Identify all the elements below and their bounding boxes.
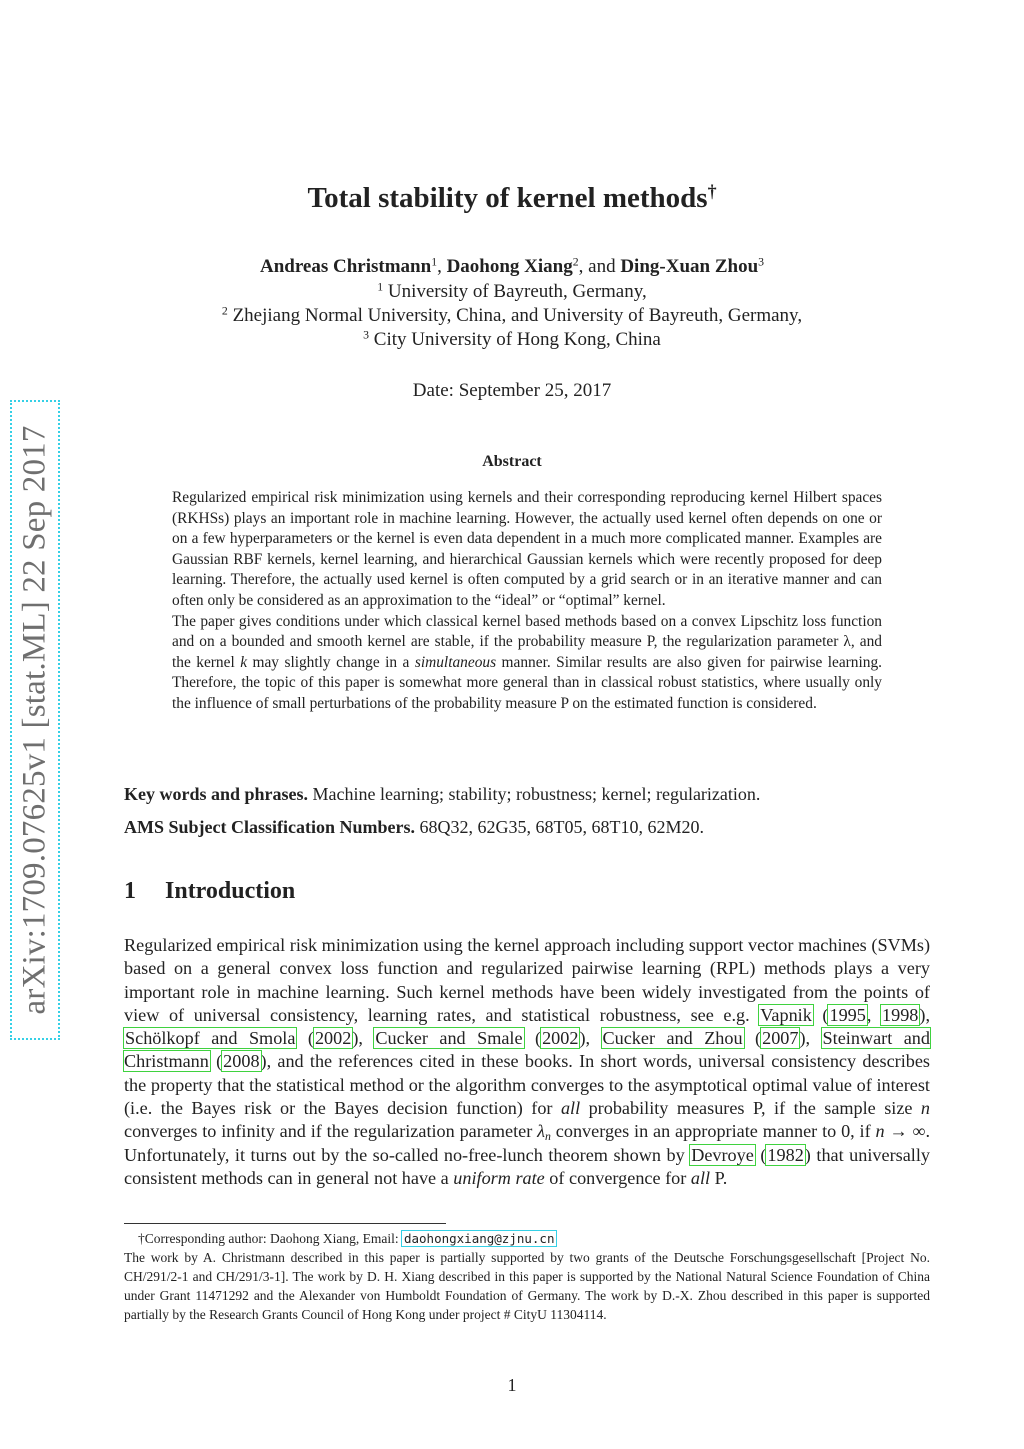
citation-link[interactable]: 2002	[542, 1028, 579, 1049]
citation-link[interactable]: 1995	[829, 1004, 866, 1025]
paper-date: Date: September 25, 2017	[412, 380, 612, 401]
text-run: → ∞. Unfortunately, it turns out by the so-called no-free-lunch theorem shown by	[124, 1121, 930, 1165]
section-title: Introduction	[165, 878, 296, 904]
affiliation	[0, 305, 1024, 327]
footnote-rule	[124, 1223, 446, 1224]
section-number: 1	[124, 878, 136, 904]
abstract-text: The paper gives conditions under which classical kernel based methods based on a convex Lipschitz loss function and on a bounded and smooth kernel are stable, if the probability measure P, the regularization parameter λ, and the kernel	[172, 612, 882, 671]
emph-all: all	[690, 1167, 711, 1188]
text-run: converges in an appropriate manner to 0, if	[550, 1121, 876, 1142]
page-number: 1	[507, 1375, 517, 1395]
author-line	[0, 256, 1024, 278]
citation-link[interactable]: Cucker and Zhou	[602, 1028, 743, 1049]
author-sup: 1	[431, 255, 438, 269]
abstract-body	[172, 488, 882, 715]
math-n: n	[875, 1121, 885, 1142]
affiliation-text: City University of Hong Kong, China	[373, 329, 661, 350]
arxiv-id: arXiv:1709.07625v1 [stat.ML] 22 Sep 2017	[16, 425, 53, 1015]
corresponding-author-note	[124, 1229, 930, 1248]
ams-label: AMS Subject Classification Numbers.	[124, 817, 415, 837]
affiliation-text: University of Bayreuth, Germany,	[387, 281, 647, 302]
text-run: , and the references cited in these books. In short words, universal consistency describes the property that the statistical method or the algorithm converges to the asymptotical optimal value of interest (i.e. the Bayes risk or the Bayes decision function) for	[124, 1051, 930, 1119]
emph-simultaneous: simultaneous	[414, 653, 497, 671]
text-run: probability measures P, if the sample size	[580, 1098, 921, 1119]
section-heading	[124, 878, 295, 905]
footnotes	[124, 1229, 930, 1324]
title-text: Total stability of kernel methods	[307, 182, 708, 214]
author-sep: , and	[578, 256, 621, 277]
citation-link[interactable]: Vapnik	[760, 1004, 812, 1025]
paper-title	[0, 182, 1024, 215]
author-sep: ,	[437, 256, 447, 277]
citation-link[interactable]: 2008	[223, 1051, 260, 1072]
author-sup: 2	[572, 255, 579, 269]
abstract-text: manner. Similar results are also given for pairwise learning. Therefore, the topic of this paper is somewhat more general than in classical robust statistics, where usually only the influence of small perturbations of the probability measure P on the estimated function is considered.	[172, 653, 883, 712]
keywords-text: Machine learning; stability; robustness; kernel; regularization.	[312, 784, 761, 804]
citation-link[interactable]: Schölkopf and Smola	[125, 1028, 296, 1049]
affiliation-sup: 2	[221, 304, 228, 318]
text-run: converges to infinity and if the regularization parameter	[124, 1121, 538, 1142]
affiliation-text: Zhejiang Normal University, China, and University of Bayreuth, Germany,	[232, 305, 803, 326]
keywords-label: Key words and phrases.	[124, 784, 309, 804]
affiliation-sup: 1	[377, 280, 384, 294]
citation-link[interactable]: 1998	[882, 1004, 919, 1025]
ams-text: 68Q32, 62G35, 68T05, 68T10, 62M20.	[419, 817, 704, 837]
text-run: that universally consistent methods can in general not have a	[124, 1144, 930, 1188]
abstract-heading: Abstract	[482, 453, 542, 470]
keywords	[124, 784, 914, 805]
email-link[interactable]: daohongxiang@zjnu.cn	[403, 1231, 555, 1246]
math-n-sub: n	[545, 1129, 551, 1144]
arxiv-stamp[interactable]	[10, 400, 60, 1040]
intro-text: Regularized empirical risk minimization using the kernel approach including support vector machines (SVMs) based on a general convex loss function and regularized pairwise learning (RPL) methods plays a very important role in machine learning. Such kernel methods have been widely investigated from the points of view of universal consistency, learning rates, and statistical robustness, see e.g. Vapnik (1995, 1998), Schölkopf and Smola (2002), Cucker and Smale (2002), Cucker and Zhou (2007), Steinwart and Christmann (2008), and the references cited in these books. In short words, universal consistency describes the property that the statistical method or the algorithm converges to the asymptotical optimal value of interest (i.e. the Bayes risk or the Bayes decision function) for all probability measures P, if the sample size n converges to infinity and if the regularization parameter $\lambda_n$ converges in an appropriate manner to 0, if n → ∞. Unfortunately, it turns out by the so-called no-free-lunch theorem shown by Devroye (1982) that universally consistent methods can in general not have a uniform rate of convergence for all P.	[124, 935, 931, 1188]
citation-link[interactable]: 2002	[314, 1028, 352, 1049]
intro-paragraph	[124, 934, 930, 1190]
ams-classification	[124, 817, 914, 838]
author-name: Daohong Xiang	[446, 256, 573, 277]
text-run: of convergence for	[544, 1167, 691, 1188]
citation-link[interactable]: Cucker and Smale	[375, 1028, 523, 1049]
footnote-dagger: †	[138, 1231, 145, 1246]
footnote-text: Corresponding author: Daohong Xiang, Email:	[144, 1231, 402, 1246]
math-lambda: λ	[537, 1121, 546, 1142]
emph-all: all	[560, 1098, 581, 1119]
author-sup: 3	[758, 255, 765, 269]
funding-note: The work by A. Christmann described in this paper is partially supported by two grants of the Deutsche Forschungsgesellschaft [Project No. CH/291/2-1 and CH/291/3-1]. The work by D. H. Xiang described in this paper is supported by the National Natural Science Foundation of China under Grant 11471292 and the Alexander von Humboldt Foundation of Germany. The work by D.-X. Zhou described in this paper is supported partially by the Research Grants Council of Hong Kong under project # CityU 11304114.	[124, 1250, 930, 1322]
citation-link[interactable]: Steinwart and Christmann	[124, 1028, 930, 1072]
affiliation-sup: 3	[363, 328, 370, 342]
abstract-paragraph	[172, 612, 882, 715]
affiliation	[0, 281, 1024, 303]
title-dagger: †	[707, 181, 717, 202]
citation-link[interactable]: 1982	[767, 1144, 804, 1165]
abstract-text: may slightly change in a	[247, 653, 415, 671]
author-name: Andreas Christmann	[259, 256, 432, 277]
emph-uniform-rate: uniform rate	[453, 1167, 545, 1188]
abstract-paragraph: Regularized empirical risk minimization using kernels and their corresponding reproducing kernel Hilbert spaces (RKHSs) plays an important role in machine learning. However, the actually used kernel often depends on one or on a few hyperparameters or the kernel is even data dependent in a much more complicated manner. Examples are Gaussian RBF kernels, kernel learning, and hierarchical Gaussian kernels which were recently proposed for deep learning. Therefore, the actually used kernel is often computed by a grid search or in an iterative manner and can often only be considered as an approximation to the “ideal” or “optimal” kernel.	[172, 489, 882, 609]
math-n: n	[920, 1098, 931, 1119]
text-run: Regularized empirical risk minimization using the kernel approach including support vector machines (SVMs) based on a general convex loss function and regularized pairwise learning (RPL) methods plays a very important role in machine learning. Such kernel methods have been widely investigated from the points of view of universal consistency, learning rates, and statistical robustness, see e.g.	[124, 935, 930, 1025]
author-name: Ding-Xuan Zhou	[620, 256, 759, 277]
math-k: k	[240, 653, 248, 671]
text-run: P.	[710, 1167, 728, 1188]
affiliation	[0, 329, 1024, 351]
citation-link[interactable]: 2007	[762, 1028, 799, 1049]
citation-link[interactable]: Devroye	[691, 1144, 754, 1165]
